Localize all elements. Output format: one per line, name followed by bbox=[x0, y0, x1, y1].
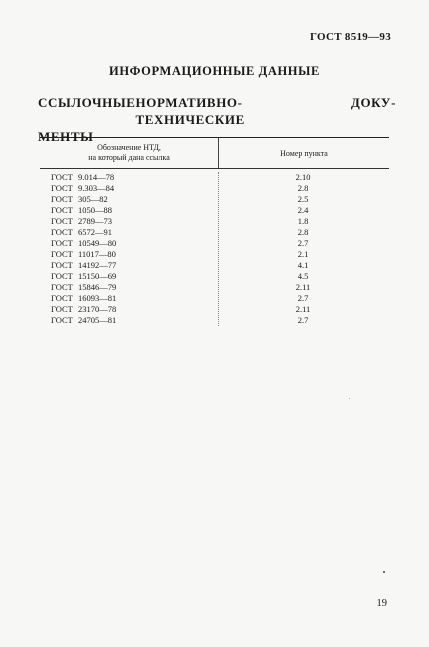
section-title: ИНФОРМАЦИОННЫЕ ДАННЫЕ bbox=[109, 64, 320, 78]
table-row-designation bbox=[40, 194, 218, 205]
designation-prefix: ГОСТ bbox=[51, 271, 73, 281]
table-row-designation bbox=[40, 293, 218, 304]
table-row-clause: 2.7 bbox=[297, 238, 309, 248]
designation-prefix: ГОСТ bbox=[51, 172, 73, 182]
designation-number: 24705—81 bbox=[78, 315, 117, 325]
references-table bbox=[40, 137, 389, 326]
table-body bbox=[40, 169, 389, 326]
page-number: 19 bbox=[376, 598, 387, 609]
table-row-designation bbox=[40, 282, 218, 293]
table-row-clause: 2.7 bbox=[297, 293, 309, 303]
table-row-designation bbox=[40, 216, 218, 227]
table-row-designation bbox=[40, 238, 218, 249]
table-row-clause: 2.11 bbox=[295, 304, 311, 314]
table-row-clause: 1.8 bbox=[297, 216, 309, 226]
designation-number: 10549—80 bbox=[78, 238, 117, 248]
table-row-designation bbox=[40, 271, 218, 282]
designation-prefix: ГОСТ bbox=[51, 260, 73, 270]
designation-prefix: ГОСТ bbox=[51, 249, 73, 259]
designation-prefix: ГОСТ bbox=[51, 205, 73, 215]
designation-prefix: ГОСТ bbox=[51, 238, 73, 248]
designation-number: 9.014—78 bbox=[78, 172, 115, 182]
table-row-designation bbox=[40, 227, 218, 238]
table-row-clause: 2.11 bbox=[295, 282, 311, 292]
designation-column bbox=[40, 172, 219, 326]
table-row-clause: 2.1 bbox=[297, 249, 309, 259]
table-row-designation bbox=[40, 205, 218, 216]
header-left-line-2: на который дана ссылка bbox=[88, 153, 170, 162]
table-row-clause: 2.7 bbox=[297, 315, 309, 325]
table-header bbox=[40, 138, 389, 168]
designation-number: 15846—79 bbox=[78, 282, 117, 292]
table-row-clause: 4.1 bbox=[297, 260, 309, 270]
designation-prefix: ГОСТ bbox=[51, 282, 73, 292]
designation-number: 23170—78 bbox=[78, 304, 117, 314]
designation-prefix: ГОСТ bbox=[51, 194, 73, 204]
table-row-designation bbox=[40, 172, 218, 183]
designation-number: 14192—77 bbox=[78, 260, 117, 270]
table-row-clause: 2.5 bbox=[297, 194, 309, 204]
table-row-clause: 4.5 bbox=[297, 271, 309, 281]
designation-prefix: ГОСТ bbox=[51, 293, 73, 303]
designation-number: 2789—73 bbox=[78, 216, 112, 226]
designation-prefix: ГОСТ bbox=[51, 227, 73, 237]
table-row-clause: 2.4 bbox=[297, 205, 309, 215]
designation-prefix: ГОСТ bbox=[51, 183, 73, 193]
designation-prefix: ГОСТ bbox=[51, 304, 73, 314]
subtitle-line-1 bbox=[38, 94, 396, 128]
header-left-line-1: Обозначение НТД, bbox=[97, 143, 161, 152]
subtitle-word-1: ССЫЛОЧНЫЕ bbox=[38, 95, 136, 110]
designation-prefix: ГОСТ bbox=[51, 216, 73, 226]
scan-speck bbox=[349, 398, 350, 399]
designation-number: 16093—81 bbox=[78, 293, 117, 303]
table-row-clause: 2.8 bbox=[297, 227, 309, 237]
table-row-clause: 2.8 bbox=[297, 183, 309, 193]
table-row-designation bbox=[40, 315, 218, 326]
table-row-designation bbox=[40, 183, 218, 194]
header-clause-number: Номер пункта bbox=[280, 148, 328, 158]
header-document-designation bbox=[40, 138, 219, 168]
table-row-designation bbox=[40, 249, 218, 260]
designation-number: 6572—91 bbox=[78, 227, 112, 237]
designation-number: 305—82 bbox=[78, 194, 108, 204]
designation-number: 15150—69 bbox=[78, 271, 117, 281]
designation-number: 1050—88 bbox=[78, 205, 112, 215]
subtitle-line-2: МЕНТЫ bbox=[38, 129, 94, 144]
designation-number: 11017—80 bbox=[78, 249, 116, 259]
subtitle-word-3: ДОКУ- bbox=[350, 95, 396, 110]
subtitle-word-2: НОРМАТИВНО-ТЕХНИЧЕСКИЕ bbox=[135, 95, 245, 127]
designation-number: 9.303—84 bbox=[78, 183, 115, 193]
document-code: ГОСТ 8519—93 bbox=[309, 31, 391, 43]
table-row-clause: 2.10 bbox=[295, 172, 311, 182]
table-row-designation bbox=[40, 260, 218, 271]
clause-column bbox=[219, 172, 389, 326]
scan-speck bbox=[383, 571, 385, 573]
designation-prefix: ГОСТ bbox=[51, 315, 73, 325]
table-row-designation bbox=[40, 304, 218, 315]
